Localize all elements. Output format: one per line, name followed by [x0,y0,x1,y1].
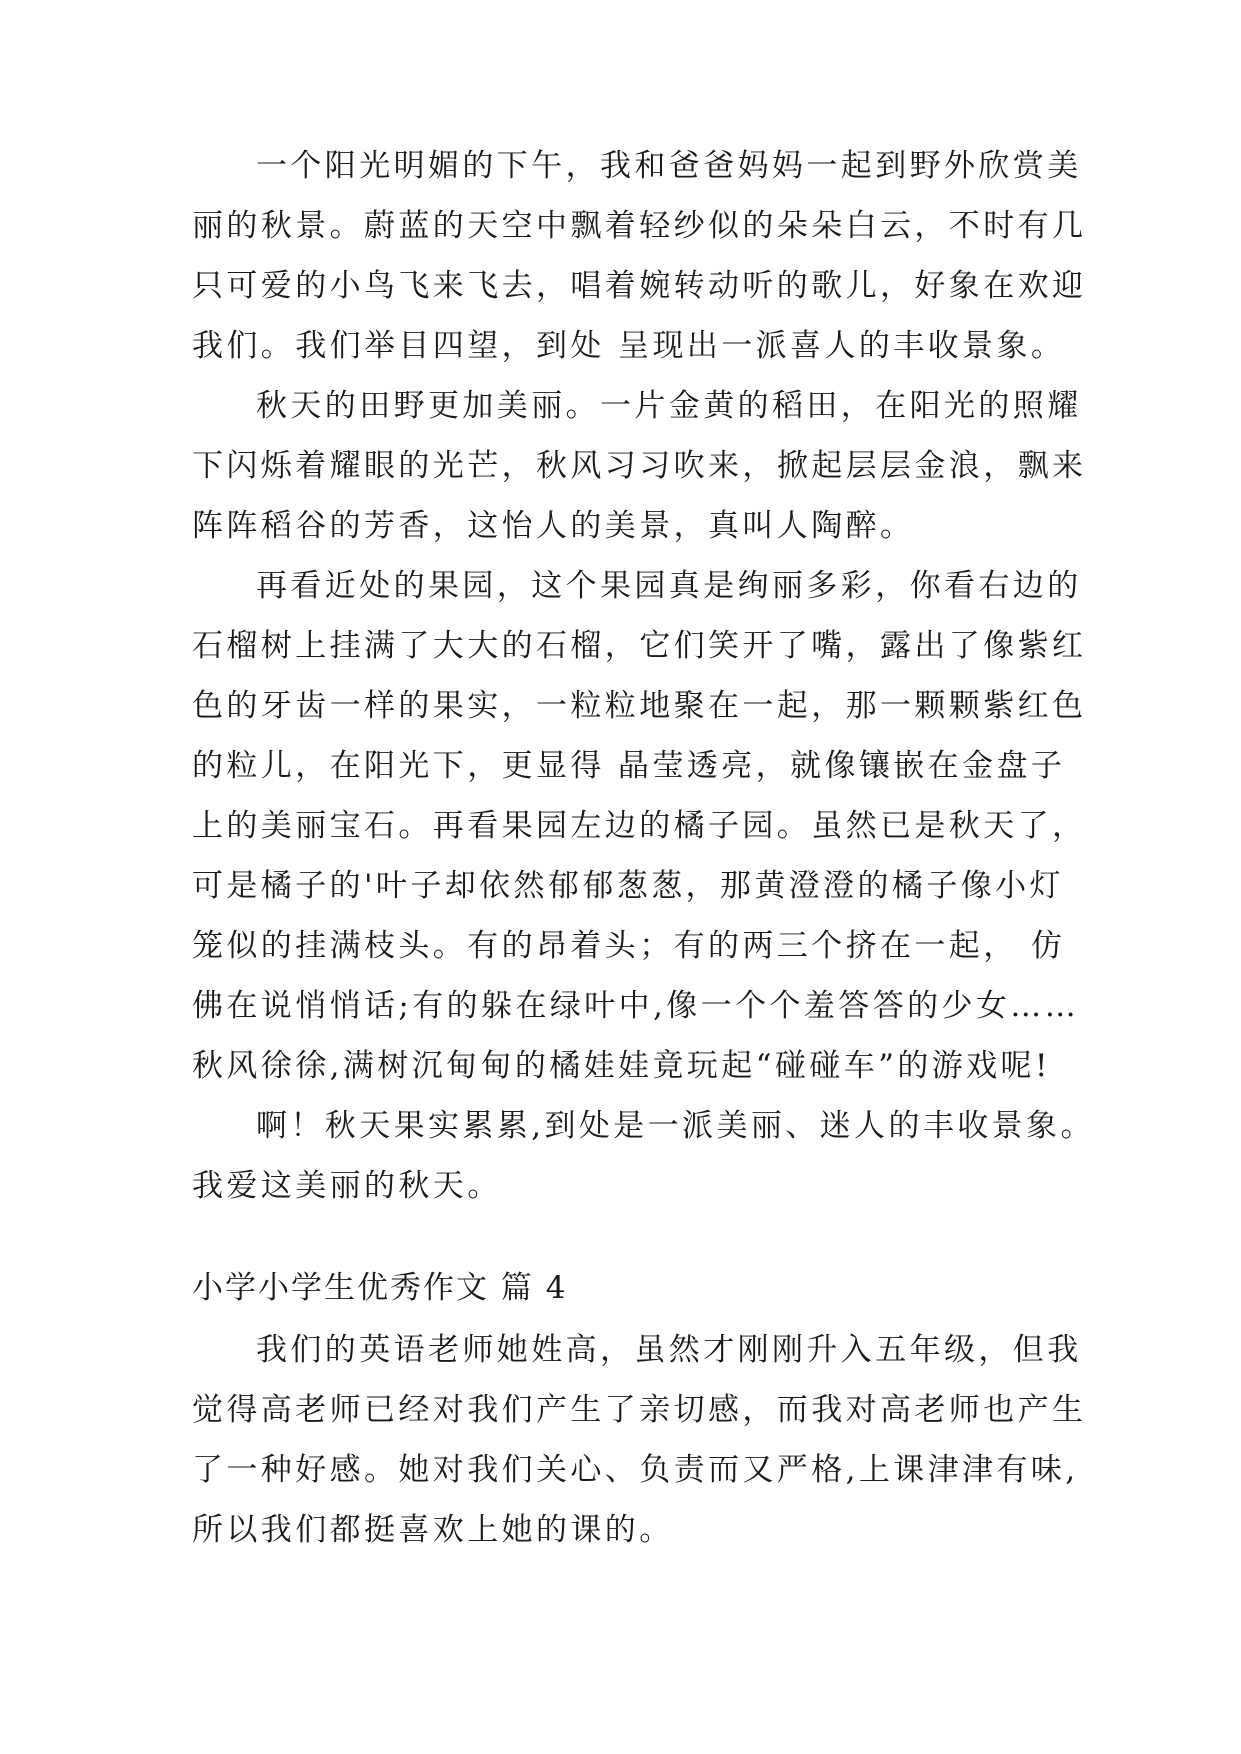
paragraph-4-line-2: 我爱这美丽的秋天。 [192,1168,502,1204]
paragraph-3-line-8: 佛在说悄悄话;有的躲在绿叶中,像一个个羞答答的少女…… [192,988,1080,1024]
paragraph-2-line-3: 阵阵稻谷的芳香，这怡人的美景，真叫人陶醉。 [192,508,915,544]
paragraph-1-line-1: 一个阳光明媚的下午，我和爸爸妈妈一起到野外欣赏美 [256,148,1082,184]
paragraph-4-line-1: 啊！秋天果实累累,到处是一派美丽、迷人的丰收景象。 [256,1108,1095,1144]
section-paragraph-line-2: 觉得高老师已经对我们产生了亲切感，而我对高老师也产生 [192,1392,1087,1428]
paragraph-3-line-7: 笼似的挂满枝头。有的昂着头；有的两三个挤在一起， 仿 [192,928,1066,964]
paragraph-3-line-9: 秋风徐徐,满树沉甸甸的橘娃娃竟玩起“碰碰车”的游戏呢! [192,1048,1051,1084]
paragraph-3-line-3: 色的牙齿一样的果实，一粒粒地聚在一起，那一颗颗紫红色 [192,688,1087,724]
paragraph-1-line-4: 我们。我们举目四望，到处 呈现出一派喜人的丰收景象。 [192,328,1066,364]
paragraph-2-line-2: 下闪烁着耀眼的光芒，秋风习习吹来，掀起层层金浪，飘来 [192,448,1087,484]
section-paragraph-line-3: 了一种好感。她对我们关心、负责而又严格,上课津津有味, [192,1452,1079,1488]
paragraph-1-line-3: 只可爱的小鸟飞来飞去，唱着婉转动听的歌儿，好象在欢迎 [192,268,1087,304]
paragraph-3-line-6: 可是橘子的'叶子却依然郁郁葱葱，那黄澄澄的橘子像小灯 [192,868,1064,904]
paragraph-1-line-2: 丽的秋景。蔚蓝的天空中飘着轻纱似的朵朵白云，不时有几 [192,208,1087,244]
section-paragraph-line-4: 所以我们都挺喜欢上她的课的。 [192,1512,674,1548]
paragraph-3-line-4: 的粒儿，在阳光下，更显得 晶莹透亮，就像镶嵌在金盘子 [192,748,1066,784]
section-paragraph-line-1: 我们的英语老师她姓高，虽然才刚刚升入五年级，但我 [256,1332,1082,1368]
paragraph-3-line-1: 再看近处的果园，这个果园真是绚丽多彩，你看右边的 [256,568,1082,604]
section-heading: 小学小学生优秀作文 篇 4 [192,1270,568,1306]
paragraph-3-line-5: 上的美丽宝石。再看果园左边的橘子园。虽然已是秋天了， [192,808,1087,844]
paragraph-3-line-2: 石榴树上挂满了大大的石榴，它们笑开了嘴，露出了像紫红 [192,628,1087,664]
paragraph-2-line-1: 秋天的田野更加美丽。一片金黄的稻田，在阳光的照耀 [256,388,1082,424]
